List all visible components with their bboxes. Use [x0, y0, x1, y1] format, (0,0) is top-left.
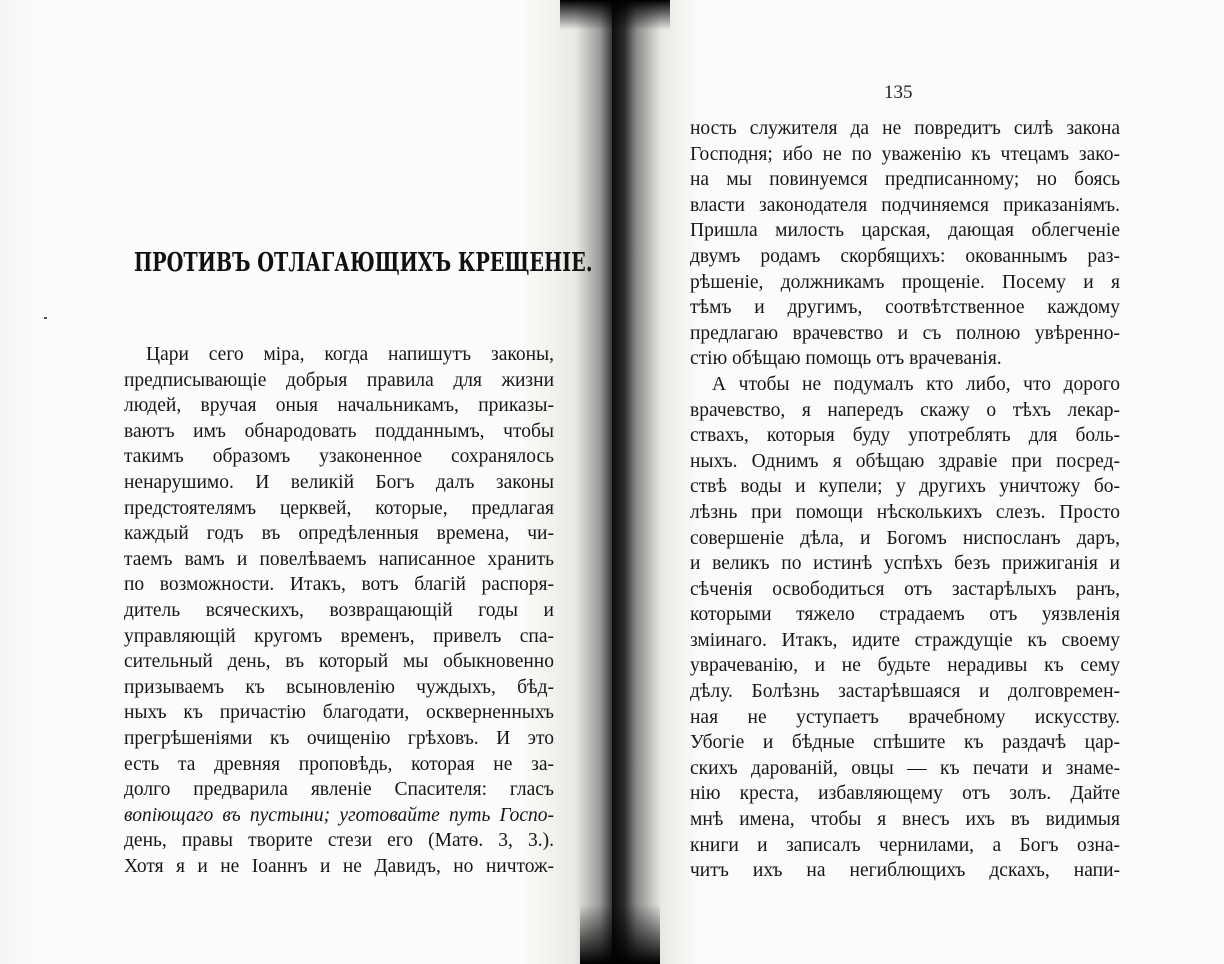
text-line: книги и записалъ чернилами, а Богъ озна-: [690, 834, 1120, 856]
text-line: ныхъ. Однимъ я обѣщаю здравіе при посред-: [690, 450, 1120, 472]
text-line: ныхъ къ причастію благодати, оскверненныхъ: [124, 702, 554, 724]
text-line: предписывающіе добрыя правила для жизни: [124, 369, 554, 391]
text-line-italic: вопіющаго въ пустыни; уготовайте путь Госпо-: [124, 804, 554, 826]
text-line: врачевство, я напередъ скажу о тѣхъ лекар-: [690, 399, 1120, 421]
text-line: каждый годъ въ опредѣленныя времена, чи-: [124, 523, 554, 545]
text-line: и великъ по истинѣ успѣхъ безъ прижиганія и: [690, 553, 1120, 575]
text-line: предстоятелямъ церквей, которые, предлагая: [124, 497, 554, 519]
text-line: двумъ родамъ скорбящихъ: окованнымъ раз-: [690, 245, 1120, 267]
chapter-title: ПРОТИВЪ ОТЛАГАЮЩИХЪ КРЕЩЕНІЕ.: [134, 248, 593, 278]
text-line: читъ ихъ на негиблющихъ дскахъ, напи-: [690, 860, 1120, 882]
text-line: мнѣ имена, чтобы я внесъ ихъ въ видимыя: [690, 809, 1120, 831]
text-line: скихъ дарованій, овцы — къ печати и знаме-: [690, 757, 1120, 779]
text-line: долго предварила явленіе Спасителя: гласъ: [124, 779, 554, 801]
text-line: сѣченія освободиться отъ застарѣлыхъ ранъ,: [690, 578, 1120, 600]
text-line: тѣмъ и другимъ, соотвѣтственное каждому: [690, 297, 1120, 319]
text-line: управляющій кругомъ временъ, привелъ спа-: [124, 625, 554, 647]
text-line: Господня; ибо не по уваженію къ чтецамъ зако-: [690, 143, 1120, 165]
page-number: 135: [884, 82, 913, 103]
text-line: совершеніе дѣла, и Богомъ ниспосланъ даръ,: [690, 527, 1120, 549]
text-line: лѣзнь при помощи нѣсколькихъ слезъ. Просто: [690, 501, 1120, 523]
text-line: рѣшеніе, должникамъ прощеніе. Посему и я: [690, 271, 1120, 293]
text-line: ствѣ воды и купели; у другихъ уничтожу бо-: [690, 476, 1120, 498]
text-line: Убогіе и бѣдные спѣшите къ раздачѣ цар-: [690, 732, 1120, 754]
text-line: призываемъ къ всыновленію чуждыхъ, бѣд-: [124, 676, 554, 698]
text-line: людей, вручая оныя начальникамъ, приказы-: [124, 395, 554, 417]
text-line: ненарушимо. И великій Богъ далъ законы: [124, 471, 554, 493]
speck-mark: [44, 317, 47, 319]
text-line: которыми тяжело страдаемъ отъ уязвленія: [690, 604, 1120, 626]
right-page-body: [690, 116, 1120, 884]
text-line: есть та древняя проповѣдь, которая не за-: [124, 753, 554, 775]
left-page-body: [124, 342, 554, 879]
text-line: зміинаго. Итакъ, идите страждущіе къ своему: [690, 629, 1120, 651]
text-line: ствахъ, которыя буду употреблять для боль-: [690, 425, 1120, 447]
text-line: дитель всяческихъ, возвращающій годы и: [124, 599, 554, 621]
text-line: таемъ вамъ и повелѣваемъ написанное хранить: [124, 548, 554, 570]
text-line: прегрѣшеніями къ очищенію грѣховъ. И это: [124, 727, 554, 749]
text-line: сительный день, въ который мы обыкновенно: [124, 651, 554, 673]
text-line: ная не уступаетъ врачебному искусству.: [690, 706, 1120, 728]
text-line: ваютъ имъ обнародовать подданнымъ, чтобы: [124, 420, 554, 442]
text-line: Пришла милость царская, дающая облегченіе: [690, 220, 1120, 242]
text-line: предлагаю врачевство и съ полною увѣренно-: [690, 322, 1120, 344]
text-line: по возможности. Итакъ, вотъ благій распоря-: [124, 574, 554, 596]
binding-shadow-bottom: [580, 904, 660, 964]
text-line: А чтобы не подумалъ кто либо, что дорого: [712, 373, 1120, 395]
binding-shadow-top: [560, 0, 670, 30]
text-line: нію креста, избавляющему отъ золъ. Дайте: [690, 783, 1120, 805]
text-line: Хотя я и не Іоаннъ и не Давидъ, но ничтож-: [124, 855, 554, 877]
text-line: уврачеванію, и не будьте нерадивы къ сему: [690, 655, 1120, 677]
text-line: дѣлу. Болѣзнь застарѣвшаяся и долговремен-: [690, 681, 1120, 703]
text-line: Цари сего міра, когда напишутъ законы,: [146, 344, 554, 365]
text-line: стію обѣщаю помощь отъ врачеванія.: [690, 348, 1002, 370]
text-line: день, правы творите стези его (Матѳ. 3, 3.).: [124, 830, 554, 852]
text-line: на мы повинуемся предписанному; но боясь: [690, 169, 1120, 191]
text-line: власти законодателя подчиняемся приказаніямъ.: [690, 194, 1120, 216]
text-line: ность служителя да не повредитъ силѣ закона: [690, 118, 1120, 139]
text-line: такимъ образомъ узаконенное сохранялось: [124, 446, 554, 468]
